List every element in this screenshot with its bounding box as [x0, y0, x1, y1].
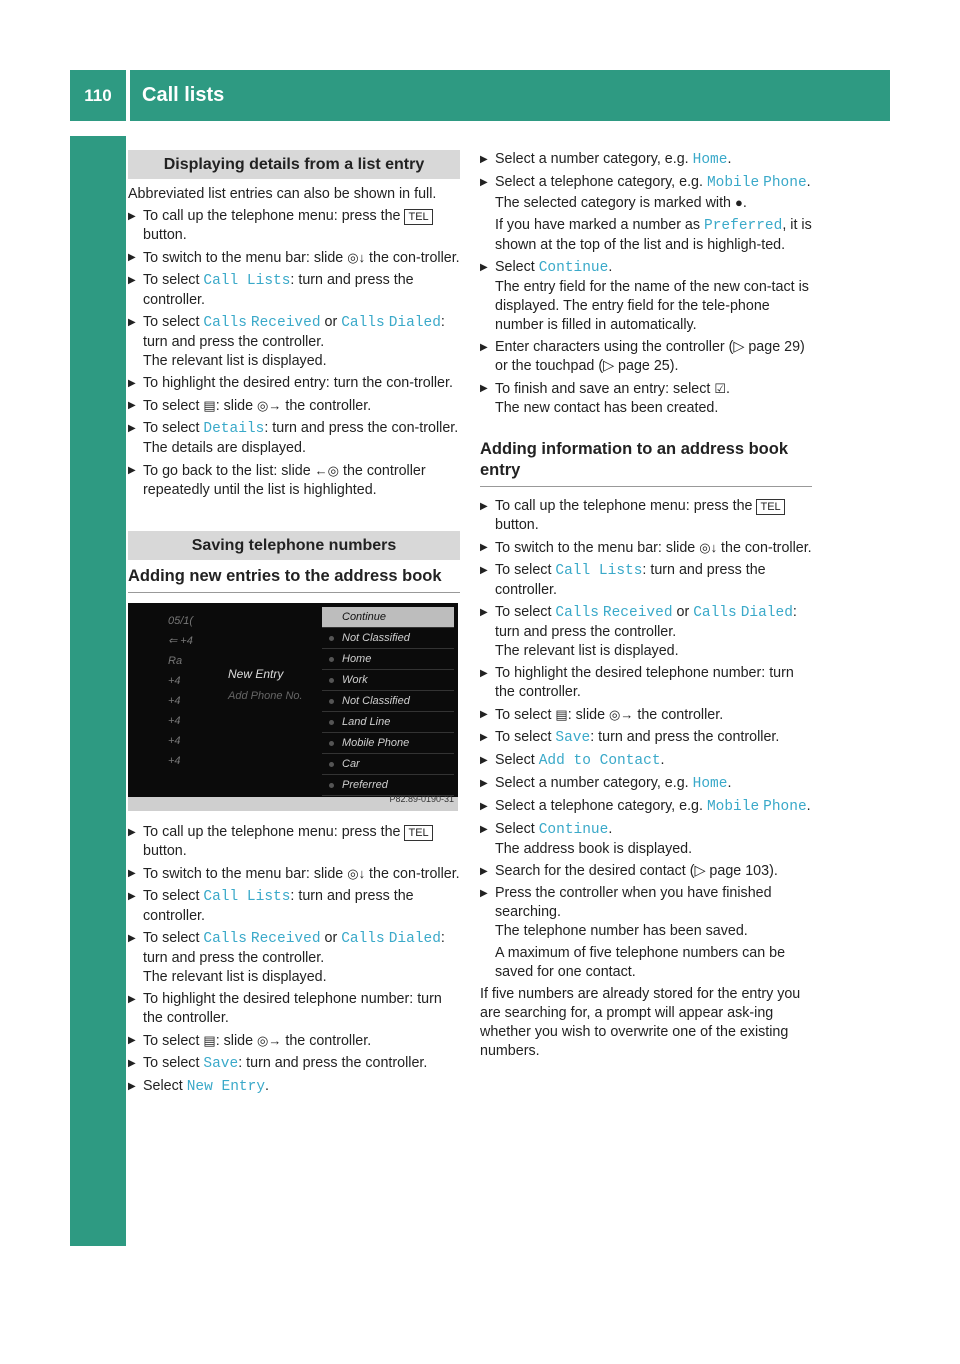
step: ▶ To go back to the list: slide ←◎ the controller repeatedly until the list is highlighted.	[128, 461, 460, 500]
step: ▶ To finish and save an entry: select ☑. The new contact has been created.	[480, 379, 812, 418]
step: ▶ To highlight the desired entry: turn the con-troller.	[128, 374, 460, 393]
add-phone-label: Add Phone No.	[228, 690, 303, 702]
menu-term: Save	[555, 730, 591, 746]
menu-item[interactable]: Not Classified	[322, 628, 454, 649]
category-menu	[322, 607, 454, 791]
chapter-label: Telephone	[86, 1255, 111, 1364]
step: ▶ To select Calls Received or Calls Dialed: turn and press the controller. The relevant list is displayed.	[480, 603, 812, 661]
options-icon: ▤	[203, 398, 216, 413]
step: ▶ To switch to the menu bar: slide ◎↓ the con-troller.	[480, 538, 812, 558]
step: ▶ To select Calls Received or Calls Dialed: turn and press the controller. The relevant list is displayed.	[128, 313, 460, 371]
menu-term: Received	[250, 931, 321, 947]
menu-item[interactable]: Work	[322, 670, 454, 691]
menu-term: Home	[692, 152, 728, 168]
step: ▶ To call up the telephone menu: press the TEL button.	[128, 207, 460, 245]
controller-down-icon: ◎↓	[347, 250, 366, 265]
menu-term: Call Lists	[555, 563, 643, 579]
section-heading: Displaying details from a list entry	[128, 150, 460, 179]
dot-marker-icon: ●	[734, 195, 743, 210]
page-number: 110	[84, 85, 112, 105]
list-date: 05/1(	[168, 615, 194, 627]
step: ▶ To select Call Lists: turn and press the controller.	[480, 561, 812, 600]
closing-paragraph: If five numbers are already stored for the entry you are searching for, a prompt will appear ask-ing whether you wish to overwrite one of the existing numbers.	[480, 986, 801, 1059]
menu-item[interactable]: Car	[322, 754, 454, 775]
new-entry-label: New Entry	[228, 667, 284, 681]
figure-code: P82.89-0190-31	[389, 794, 454, 804]
left-column	[128, 150, 460, 1100]
subsection-heading: Adding information to an address book entry	[480, 439, 812, 487]
menu-item-continue[interactable]: Continue	[322, 607, 454, 628]
header-divider	[126, 70, 130, 121]
menu-item[interactable]: Mobile Phone	[322, 733, 454, 754]
menu-term: Mobile	[706, 799, 760, 815]
chapter-label-box	[80, 1116, 120, 1364]
menu-term: Received	[602, 605, 673, 621]
step: ▶ Select a telephone category, e.g. Mobile Phone. The selected category is marked with ●.	[480, 173, 812, 213]
menu-term: Calls	[555, 605, 599, 621]
controller-down-icon: ◎↓	[699, 540, 718, 555]
menu-term: Save	[203, 1056, 239, 1072]
list-item: +4	[168, 715, 181, 727]
controller-right-icon: ◎→	[609, 707, 634, 722]
list-item: +4	[168, 675, 181, 687]
page-title: Call lists	[142, 84, 225, 106]
step: ▶ Select a number category, e.g. Home.	[480, 774, 812, 794]
step: ▶ To select ▤: slide ◎→ the controller.	[128, 1031, 460, 1051]
menu-item[interactable]: Home	[322, 649, 454, 670]
page-header	[70, 70, 890, 121]
menu-term: Continue	[538, 822, 609, 838]
list-item: +4	[168, 735, 181, 747]
menu-term: Mobile	[706, 175, 760, 191]
step: ▶ To highlight the desired telephone number: turn the controller.	[480, 664, 812, 702]
menu-item[interactable]: Land Line	[322, 712, 454, 733]
step: ▶ Select New Entry.	[128, 1077, 460, 1097]
menu-term: Call Lists	[203, 273, 291, 289]
list-item: +4	[168, 695, 181, 707]
options-icon: ▤	[203, 1033, 216, 1048]
intro-text: Abbreviated list entries can also be shown in full.	[128, 186, 437, 202]
menu-term: Phone	[763, 175, 807, 191]
step: ▶ To select Call Lists: turn and press the controller.	[128, 271, 460, 310]
step: ▶ To highlight the desired telephone number: turn the controller.	[128, 990, 460, 1028]
right-column	[480, 150, 812, 1064]
controller-left-icon: ←◎	[314, 463, 339, 478]
menu-term: Dialed	[740, 605, 793, 621]
ok-icon: ☑	[714, 381, 726, 396]
tel-key-icon: TEL	[404, 209, 432, 225]
step: ▶ To select Save: turn and press the controller.	[480, 728, 812, 748]
menu-item[interactable]: Preferred	[322, 775, 454, 796]
menu-term: New Entry	[186, 1079, 266, 1095]
step: ▶ To call up the telephone menu: press the TEL button.	[128, 823, 460, 861]
chapter-sidebar	[70, 136, 126, 1364]
list-item: +4	[168, 755, 181, 767]
menu-term: Calls	[693, 605, 737, 621]
step: ▶ Enter characters using the controller (▷ page 29) or the touchpad (▷ page 25).	[480, 338, 812, 376]
screenshot-figure	[128, 603, 458, 811]
list-item: Ra	[168, 655, 183, 667]
note-text: If you have marked a number as Preferred, it is shown at the top of the list and is highligh-ted.	[495, 217, 812, 253]
list-item: ⇐ +4	[168, 635, 193, 647]
call-list	[168, 611, 218, 771]
menu-term: Phone	[763, 799, 807, 815]
menu-term: Details	[203, 421, 265, 437]
menu-term: Received	[250, 315, 321, 331]
step: ▶ Search for the desired contact (▷ page 103).	[480, 862, 812, 881]
menu-term: Calls	[203, 315, 247, 331]
menu-term: Calls	[203, 931, 247, 947]
menu-term: Calls	[341, 931, 385, 947]
step: ▶ To select Calls Received or Calls Dialed: turn and press the controller. The relevant list is displayed.	[128, 929, 460, 987]
menu-term: Home	[692, 776, 728, 792]
step: ▶ To switch to the menu bar: slide ◎↓ the con-troller.	[128, 248, 460, 268]
menu-term: Preferred	[704, 218, 783, 234]
step: ▶ Select Add to Contact.	[480, 751, 812, 771]
step: ▶ Select a number category, e.g. Home.	[480, 150, 812, 170]
controller-right-icon: ◎→	[257, 398, 282, 413]
controller-down-icon: ◎↓	[347, 866, 366, 881]
menu-term: Calls	[341, 315, 385, 331]
menu-term: Dialed	[388, 931, 441, 947]
controller-right-icon: ◎→	[257, 1033, 282, 1048]
options-icon: ▤	[555, 707, 568, 722]
step: ▶ To select ▤: slide ◎→ the controller.	[480, 705, 812, 725]
note-text: A maximum of five telephone numbers can be saved for one contact.	[495, 945, 786, 980]
step: ▶ To call up the telephone menu: press the TEL button.	[480, 497, 812, 535]
tel-key-icon: TEL	[756, 499, 784, 515]
step: ▶ Press the controller when you have finished searching. The telephone number has been saved.	[480, 884, 812, 941]
menu-term: Continue	[538, 260, 609, 276]
menu-term: Call Lists	[203, 889, 291, 905]
step: ▶ Select Continue. The address book is displayed.	[480, 820, 812, 859]
step: ▶ Select a telephone category, e.g. Mobile Phone.	[480, 797, 812, 817]
menu-term: Add to Contact	[538, 753, 661, 769]
step: ▶ To select Details: turn and press the con-troller. The details are displayed.	[128, 419, 460, 458]
subsection-heading: Adding new entries to the address book	[128, 566, 460, 593]
step: ▶ To select ▤: slide ◎→ the controller.	[128, 396, 460, 416]
menu-term: Dialed	[388, 315, 441, 331]
step: ▶ To select Save: turn and press the controller.	[128, 1054, 460, 1074]
menu-item[interactable]: Not Classified	[322, 691, 454, 712]
step: ▶ Select Continue. The entry field for the name of the new con-tact is displayed. The entry field for the tele-phone number is filled in automatically.	[480, 258, 812, 335]
tel-key-icon: TEL	[404, 825, 432, 841]
step: ▶ To switch to the menu bar: slide ◎↓ the con-troller.	[128, 864, 460, 884]
section-heading: Saving telephone numbers	[128, 531, 460, 560]
step: ▶ To select Call Lists: turn and press the controller.	[128, 887, 460, 926]
